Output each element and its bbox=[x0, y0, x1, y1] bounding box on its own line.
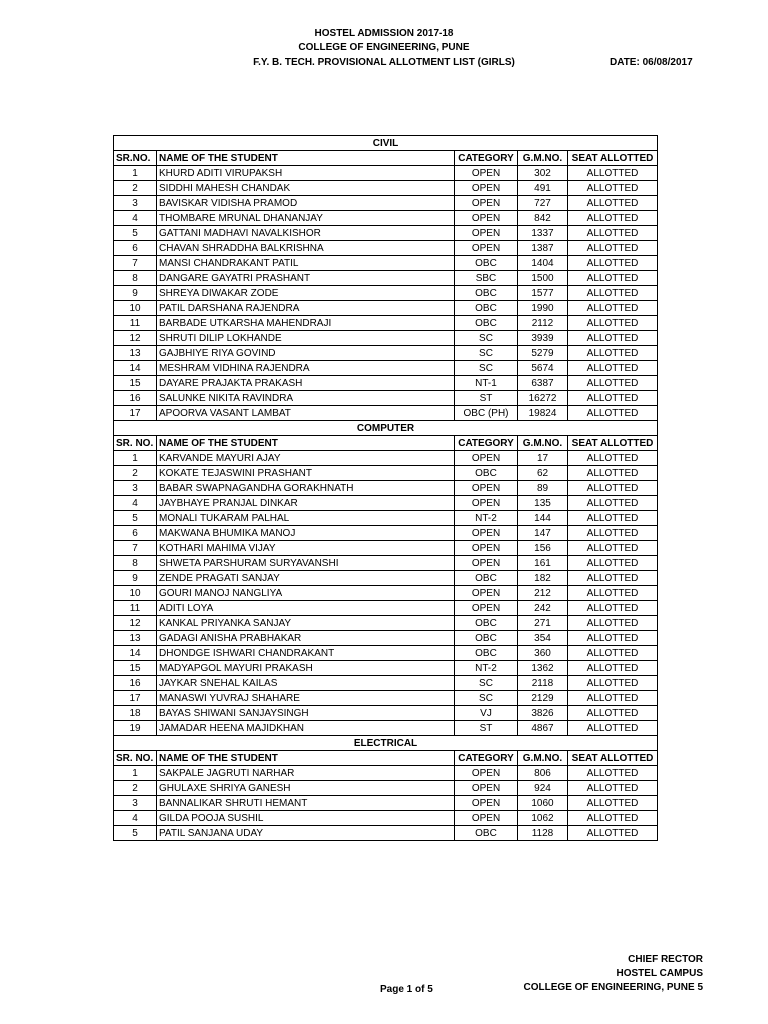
cell-sr-no: 9 bbox=[114, 286, 157, 301]
column-header-gm-no: G.M.NO. bbox=[518, 751, 568, 766]
cell-sr-no: 4 bbox=[114, 496, 157, 511]
cell-student-name: SALUNKE NIKITA RAVINDRA bbox=[157, 391, 455, 406]
cell-category: NT-2 bbox=[455, 661, 518, 676]
cell-sr-no: 6 bbox=[114, 526, 157, 541]
cell-seat-allotted: ALLOTTED bbox=[568, 301, 658, 316]
cell-sr-no: 15 bbox=[114, 661, 157, 676]
table-row bbox=[114, 631, 658, 646]
cell-category: OPEN bbox=[455, 766, 518, 781]
cell-student-name: DANGARE GAYATRI PRASHANT bbox=[157, 271, 455, 286]
cell-gm-no: 1060 bbox=[518, 796, 568, 811]
cell-student-name: GAJBHIYE RIYA GOVIND bbox=[157, 346, 455, 361]
cell-student-name: JAMADAR HEENA MAJIDKHAN bbox=[157, 721, 455, 736]
column-header-category: CATEGORY bbox=[455, 436, 518, 451]
cell-category: OPEN bbox=[455, 796, 518, 811]
column-header-seat-allotted: SEAT ALLOTTED bbox=[568, 436, 658, 451]
cell-sr-no: 5 bbox=[114, 511, 157, 526]
cell-seat-allotted: ALLOTTED bbox=[568, 361, 658, 376]
cell-seat-allotted: ALLOTTED bbox=[568, 676, 658, 691]
cell-sr-no: 6 bbox=[114, 241, 157, 256]
cell-category: SC bbox=[455, 361, 518, 376]
column-header-student-name: NAME OF THE STUDENT bbox=[157, 151, 455, 166]
cell-seat-allotted: ALLOTTED bbox=[568, 376, 658, 391]
cell-gm-no: 1362 bbox=[518, 661, 568, 676]
section-title-row bbox=[114, 136, 658, 151]
cell-student-name: SIDDHI MAHESH CHANDAK bbox=[157, 181, 455, 196]
cell-gm-no: 16272 bbox=[518, 391, 568, 406]
cell-category: OBC bbox=[455, 571, 518, 586]
cell-student-name: ZENDE PRAGATI SANJAY bbox=[157, 571, 455, 586]
column-header-student-name: NAME OF THE STUDENT bbox=[157, 751, 455, 766]
cell-student-name: MANASWI YUVRAJ SHAHARE bbox=[157, 691, 455, 706]
cell-gm-no: 2118 bbox=[518, 676, 568, 691]
cell-student-name: CHAVAN SHRADDHA BALKRISHNA bbox=[157, 241, 455, 256]
cell-category: OPEN bbox=[455, 811, 518, 826]
cell-student-name: KHURD ADITI VIRUPAKSH bbox=[157, 166, 455, 181]
header-college: COLLEGE OF ENGINEERING, PUNE bbox=[298, 42, 470, 53]
cell-gm-no: 302 bbox=[518, 166, 568, 181]
cell-student-name: MANSI CHANDRAKANT PATIL bbox=[157, 256, 455, 271]
cell-gm-no: 491 bbox=[518, 181, 568, 196]
cell-student-name: PATIL SANJANA UDAY bbox=[157, 826, 455, 841]
cell-gm-no: 2129 bbox=[518, 691, 568, 706]
table-row bbox=[114, 586, 658, 601]
table-row bbox=[114, 211, 658, 226]
cell-student-name: BANNALIKAR SHRUTI HEMANT bbox=[157, 796, 455, 811]
cell-sr-no: 12 bbox=[114, 616, 157, 631]
cell-sr-no: 16 bbox=[114, 391, 157, 406]
cell-gm-no: 2112 bbox=[518, 316, 568, 331]
cell-seat-allotted: ALLOTTED bbox=[568, 451, 658, 466]
cell-gm-no: 727 bbox=[518, 196, 568, 211]
cell-gm-no: 5279 bbox=[518, 346, 568, 361]
column-header-sr-no: SR. NO. bbox=[114, 751, 157, 766]
cell-category: OPEN bbox=[455, 526, 518, 541]
table-row bbox=[114, 346, 658, 361]
signature-title: CHIEF RECTOR bbox=[628, 954, 703, 965]
cell-student-name: GILDA POOJA SUSHIL bbox=[157, 811, 455, 826]
cell-seat-allotted: ALLOTTED bbox=[568, 346, 658, 361]
cell-student-name: GOURI MANOJ NANGLIYA bbox=[157, 586, 455, 601]
cell-student-name: SHREYA DIWAKAR ZODE bbox=[157, 286, 455, 301]
signature-campus: HOSTEL CAMPUS bbox=[616, 968, 703, 979]
cell-category: OPEN bbox=[455, 166, 518, 181]
cell-student-name: BABAR SWAPNAGANDHA GORAKHNATH bbox=[157, 481, 455, 496]
cell-sr-no: 10 bbox=[114, 586, 157, 601]
section-title-row bbox=[114, 421, 658, 436]
column-header-row bbox=[114, 151, 658, 166]
cell-category: OPEN bbox=[455, 211, 518, 226]
cell-seat-allotted: ALLOTTED bbox=[568, 511, 658, 526]
cell-category: OPEN bbox=[455, 586, 518, 601]
cell-student-name: PATIL DARSHANA RAJENDRA bbox=[157, 301, 455, 316]
cell-category: OBC (PH) bbox=[455, 406, 518, 421]
cell-student-name: JAYKAR SNEHAL KAILAS bbox=[157, 676, 455, 691]
table-row bbox=[114, 526, 658, 541]
cell-category: OBC bbox=[455, 646, 518, 661]
table-row bbox=[114, 721, 658, 736]
cell-sr-no: 13 bbox=[114, 346, 157, 361]
cell-seat-allotted: ALLOTTED bbox=[568, 541, 658, 556]
cell-gm-no: 156 bbox=[518, 541, 568, 556]
cell-sr-no: 3 bbox=[114, 481, 157, 496]
cell-category: OBC bbox=[455, 826, 518, 841]
cell-gm-no: 1500 bbox=[518, 271, 568, 286]
cell-seat-allotted: ALLOTTED bbox=[568, 556, 658, 571]
cell-category: VJ bbox=[455, 706, 518, 721]
cell-sr-no: 4 bbox=[114, 211, 157, 226]
column-header-gm-no: G.M.NO. bbox=[518, 151, 568, 166]
table-row bbox=[114, 706, 658, 721]
section-title: CIVIL bbox=[114, 136, 658, 151]
cell-sr-no: 14 bbox=[114, 361, 157, 376]
table-row bbox=[114, 511, 658, 526]
cell-sr-no: 7 bbox=[114, 541, 157, 556]
cell-seat-allotted: ALLOTTED bbox=[568, 796, 658, 811]
cell-gm-no: 271 bbox=[518, 616, 568, 631]
cell-student-name: KOTHARI MAHIMA VIJAY bbox=[157, 541, 455, 556]
cell-category: OBC bbox=[455, 256, 518, 271]
cell-student-name: ADITI LOYA bbox=[157, 601, 455, 616]
cell-category: OBC bbox=[455, 286, 518, 301]
cell-gm-no: 144 bbox=[518, 511, 568, 526]
cell-student-name: MONALI TUKARAM PALHAL bbox=[157, 511, 455, 526]
table-row bbox=[114, 766, 658, 781]
cell-seat-allotted: ALLOTTED bbox=[568, 601, 658, 616]
cell-seat-allotted: ALLOTTED bbox=[568, 526, 658, 541]
cell-gm-no: 3939 bbox=[518, 331, 568, 346]
cell-gm-no: 161 bbox=[518, 556, 568, 571]
cell-seat-allotted: ALLOTTED bbox=[568, 481, 658, 496]
cell-student-name: KOKATE TEJASWINI PRASHANT bbox=[157, 466, 455, 481]
table-row bbox=[114, 481, 658, 496]
signature-college: COLLEGE OF ENGINEERING, PUNE 5 bbox=[523, 982, 703, 993]
cell-seat-allotted: ALLOTTED bbox=[568, 781, 658, 796]
cell-sr-no: 18 bbox=[114, 706, 157, 721]
table-row bbox=[114, 451, 658, 466]
table-row bbox=[114, 646, 658, 661]
column-header-category: CATEGORY bbox=[455, 151, 518, 166]
cell-seat-allotted: ALLOTTED bbox=[568, 631, 658, 646]
cell-student-name: BAYAS SHIWANI SANJAYSINGH bbox=[157, 706, 455, 721]
cell-sr-no: 8 bbox=[114, 556, 157, 571]
cell-seat-allotted: ALLOTTED bbox=[568, 256, 658, 271]
cell-category: OBC bbox=[455, 316, 518, 331]
cell-category: SBC bbox=[455, 271, 518, 286]
column-header-sr-no: SR.NO. bbox=[114, 151, 157, 166]
cell-gm-no: 1128 bbox=[518, 826, 568, 841]
cell-student-name: GADAGI ANISHA PRABHAKAR bbox=[157, 631, 455, 646]
cell-sr-no: 3 bbox=[114, 796, 157, 811]
cell-sr-no: 15 bbox=[114, 376, 157, 391]
cell-seat-allotted: ALLOTTED bbox=[568, 241, 658, 256]
cell-student-name: APOORVA VASANT LAMBAT bbox=[157, 406, 455, 421]
section-title: ELECTRICAL bbox=[114, 736, 658, 751]
cell-gm-no: 4867 bbox=[518, 721, 568, 736]
table-row bbox=[114, 466, 658, 481]
column-header-student-name: NAME OF THE STUDENT bbox=[157, 436, 455, 451]
cell-sr-no: 16 bbox=[114, 676, 157, 691]
cell-gm-no: 806 bbox=[518, 766, 568, 781]
cell-sr-no: 11 bbox=[114, 601, 157, 616]
cell-category: SC bbox=[455, 331, 518, 346]
cell-seat-allotted: ALLOTTED bbox=[568, 166, 658, 181]
cell-sr-no: 1 bbox=[114, 766, 157, 781]
cell-student-name: GATTANI MADHAVI NAVALKISHOR bbox=[157, 226, 455, 241]
column-header-row bbox=[114, 751, 658, 766]
cell-category: SC bbox=[455, 346, 518, 361]
cell-sr-no: 2 bbox=[114, 781, 157, 796]
cell-student-name: DHONDGE ISHWARI CHANDRAKANT bbox=[157, 646, 455, 661]
cell-category: OPEN bbox=[455, 226, 518, 241]
cell-student-name: SHRUTI DILIP LOKHANDE bbox=[157, 331, 455, 346]
cell-gm-no: 19824 bbox=[518, 406, 568, 421]
cell-category: ST bbox=[455, 391, 518, 406]
table-row bbox=[114, 616, 658, 631]
cell-sr-no: 4 bbox=[114, 811, 157, 826]
cell-category: OPEN bbox=[455, 241, 518, 256]
header-list-title: F.Y. B. TECH. PROVISIONAL ALLOTMENT LIST (GIRLS) bbox=[253, 57, 515, 68]
section-title: COMPUTER bbox=[114, 421, 658, 436]
cell-sr-no: 3 bbox=[114, 196, 157, 211]
table-row bbox=[114, 181, 658, 196]
table-row bbox=[114, 811, 658, 826]
table-row bbox=[114, 826, 658, 841]
cell-sr-no: 19 bbox=[114, 721, 157, 736]
cell-seat-allotted: ALLOTTED bbox=[568, 271, 658, 286]
cell-category: SC bbox=[455, 676, 518, 691]
cell-seat-allotted: ALLOTTED bbox=[568, 181, 658, 196]
cell-seat-allotted: ALLOTTED bbox=[568, 466, 658, 481]
cell-seat-allotted: ALLOTTED bbox=[568, 766, 658, 781]
table-row bbox=[114, 166, 658, 181]
cell-student-name: SAKPALE JAGRUTI NARHAR bbox=[157, 766, 455, 781]
cell-gm-no: 6387 bbox=[518, 376, 568, 391]
cell-category: OPEN bbox=[455, 181, 518, 196]
cell-category: OBC bbox=[455, 631, 518, 646]
cell-gm-no: 1404 bbox=[518, 256, 568, 271]
table-row bbox=[114, 391, 658, 406]
table-row bbox=[114, 286, 658, 301]
cell-gm-no: 182 bbox=[518, 571, 568, 586]
table-row bbox=[114, 496, 658, 511]
cell-gm-no: 924 bbox=[518, 781, 568, 796]
cell-gm-no: 1387 bbox=[518, 241, 568, 256]
table-row bbox=[114, 556, 658, 571]
cell-sr-no: 8 bbox=[114, 271, 157, 286]
cell-sr-no: 12 bbox=[114, 331, 157, 346]
cell-gm-no: 89 bbox=[518, 481, 568, 496]
table-row bbox=[114, 301, 658, 316]
table-row bbox=[114, 406, 658, 421]
cell-gm-no: 62 bbox=[518, 466, 568, 481]
column-header-category: CATEGORY bbox=[455, 751, 518, 766]
table-row bbox=[114, 691, 658, 706]
cell-student-name: BARBADE UTKARSHA MAHENDRAJI bbox=[157, 316, 455, 331]
cell-seat-allotted: ALLOTTED bbox=[568, 826, 658, 841]
table-row bbox=[114, 316, 658, 331]
table-row bbox=[114, 376, 658, 391]
cell-sr-no: 9 bbox=[114, 571, 157, 586]
cell-gm-no: 1337 bbox=[518, 226, 568, 241]
cell-sr-no: 7 bbox=[114, 256, 157, 271]
cell-category: OPEN bbox=[455, 556, 518, 571]
cell-gm-no: 1990 bbox=[518, 301, 568, 316]
cell-seat-allotted: ALLOTTED bbox=[568, 706, 658, 721]
table-row bbox=[114, 271, 658, 286]
cell-gm-no: 147 bbox=[518, 526, 568, 541]
cell-category: SC bbox=[455, 691, 518, 706]
table-row bbox=[114, 676, 658, 691]
cell-sr-no: 14 bbox=[114, 646, 157, 661]
cell-student-name: DAYARE PRAJAKTA PRAKASH bbox=[157, 376, 455, 391]
table-row bbox=[114, 241, 658, 256]
column-header-sr-no: SR. NO. bbox=[114, 436, 157, 451]
column-header-gm-no: G.M.NO. bbox=[518, 436, 568, 451]
cell-gm-no: 1577 bbox=[518, 286, 568, 301]
cell-category: ST bbox=[455, 721, 518, 736]
cell-seat-allotted: ALLOTTED bbox=[568, 331, 658, 346]
cell-seat-allotted: ALLOTTED bbox=[568, 196, 658, 211]
cell-student-name: MESHRAM VIDHINA RAJENDRA bbox=[157, 361, 455, 376]
cell-gm-no: 5674 bbox=[518, 361, 568, 376]
cell-gm-no: 360 bbox=[518, 646, 568, 661]
cell-gm-no: 354 bbox=[518, 631, 568, 646]
cell-seat-allotted: ALLOTTED bbox=[568, 586, 658, 601]
cell-sr-no: 2 bbox=[114, 466, 157, 481]
cell-student-name: KANKAL PRIYANKA SANJAY bbox=[157, 616, 455, 631]
cell-student-name: SHWETA PARSHURAM SURYAVANSHI bbox=[157, 556, 455, 571]
cell-sr-no: 1 bbox=[114, 166, 157, 181]
cell-seat-allotted: ALLOTTED bbox=[568, 316, 658, 331]
cell-seat-allotted: ALLOTTED bbox=[568, 691, 658, 706]
cell-sr-no: 10 bbox=[114, 301, 157, 316]
cell-category: NT-2 bbox=[455, 511, 518, 526]
cell-category: OPEN bbox=[455, 496, 518, 511]
cell-seat-allotted: ALLOTTED bbox=[568, 406, 658, 421]
cell-sr-no: 1 bbox=[114, 451, 157, 466]
cell-gm-no: 212 bbox=[518, 586, 568, 601]
table-row bbox=[114, 541, 658, 556]
cell-seat-allotted: ALLOTTED bbox=[568, 616, 658, 631]
cell-seat-allotted: ALLOTTED bbox=[568, 391, 658, 406]
table-row bbox=[114, 256, 658, 271]
column-header-row bbox=[114, 436, 658, 451]
cell-category: OPEN bbox=[455, 601, 518, 616]
cell-student-name: GHULAXE SHRIYA GANESH bbox=[157, 781, 455, 796]
cell-seat-allotted: ALLOTTED bbox=[568, 661, 658, 676]
signature-block bbox=[524, 953, 703, 995]
cell-category: OPEN bbox=[455, 196, 518, 211]
cell-seat-allotted: ALLOTTED bbox=[568, 496, 658, 511]
cell-sr-no: 17 bbox=[114, 406, 157, 421]
cell-gm-no: 842 bbox=[518, 211, 568, 226]
cell-category: OPEN bbox=[455, 781, 518, 796]
cell-sr-no: 5 bbox=[114, 226, 157, 241]
table-row bbox=[114, 781, 658, 796]
cell-student-name: JAYBHAYE PRANJAL DINKAR bbox=[157, 496, 455, 511]
cell-seat-allotted: ALLOTTED bbox=[568, 811, 658, 826]
cell-gm-no: 17 bbox=[518, 451, 568, 466]
cell-seat-allotted: ALLOTTED bbox=[568, 646, 658, 661]
column-header-seat-allotted: SEAT ALLOTTED bbox=[568, 151, 658, 166]
cell-category: OBC bbox=[455, 466, 518, 481]
column-header-seat-allotted: SEAT ALLOTTED bbox=[568, 751, 658, 766]
cell-seat-allotted: ALLOTTED bbox=[568, 211, 658, 226]
header-title: HOSTEL ADMISSION 2017-18 bbox=[314, 28, 454, 39]
table-row bbox=[114, 226, 658, 241]
cell-category: OPEN bbox=[455, 541, 518, 556]
cell-seat-allotted: ALLOTTED bbox=[568, 226, 658, 241]
cell-category: OPEN bbox=[455, 451, 518, 466]
cell-seat-allotted: ALLOTTED bbox=[568, 721, 658, 736]
cell-seat-allotted: ALLOTTED bbox=[568, 571, 658, 586]
allotment-table bbox=[113, 135, 658, 841]
cell-gm-no: 242 bbox=[518, 601, 568, 616]
cell-category: NT-1 bbox=[455, 376, 518, 391]
cell-student-name: KARVANDE MAYURI AJAY bbox=[157, 451, 455, 466]
header-date: DATE: 06/08/2017 bbox=[610, 57, 693, 68]
cell-category: OBC bbox=[455, 301, 518, 316]
cell-category: OBC bbox=[455, 616, 518, 631]
table-row bbox=[114, 331, 658, 346]
table-row bbox=[114, 796, 658, 811]
cell-sr-no: 11 bbox=[114, 316, 157, 331]
cell-student-name: BAVISKAR VIDISHA PRAMOD bbox=[157, 196, 455, 211]
cell-sr-no: 5 bbox=[114, 826, 157, 841]
cell-gm-no: 135 bbox=[518, 496, 568, 511]
table-row bbox=[114, 361, 658, 376]
table-row bbox=[114, 571, 658, 586]
cell-student-name: THOMBARE MRUNAL DHANANJAY bbox=[157, 211, 455, 226]
cell-sr-no: 2 bbox=[114, 181, 157, 196]
table-row bbox=[114, 196, 658, 211]
cell-sr-no: 17 bbox=[114, 691, 157, 706]
cell-student-name: MADYAPGOL MAYURI PRAKASH bbox=[157, 661, 455, 676]
page-number: Page 1 of 5 bbox=[380, 984, 433, 995]
cell-category: OPEN bbox=[455, 481, 518, 496]
cell-seat-allotted: ALLOTTED bbox=[568, 286, 658, 301]
table-row bbox=[114, 661, 658, 676]
cell-gm-no: 3826 bbox=[518, 706, 568, 721]
cell-gm-no: 1062 bbox=[518, 811, 568, 826]
cell-student-name: MAKWANA BHUMIKA MANOJ bbox=[157, 526, 455, 541]
table-row bbox=[114, 601, 658, 616]
section-title-row bbox=[114, 736, 658, 751]
cell-sr-no: 13 bbox=[114, 631, 157, 646]
